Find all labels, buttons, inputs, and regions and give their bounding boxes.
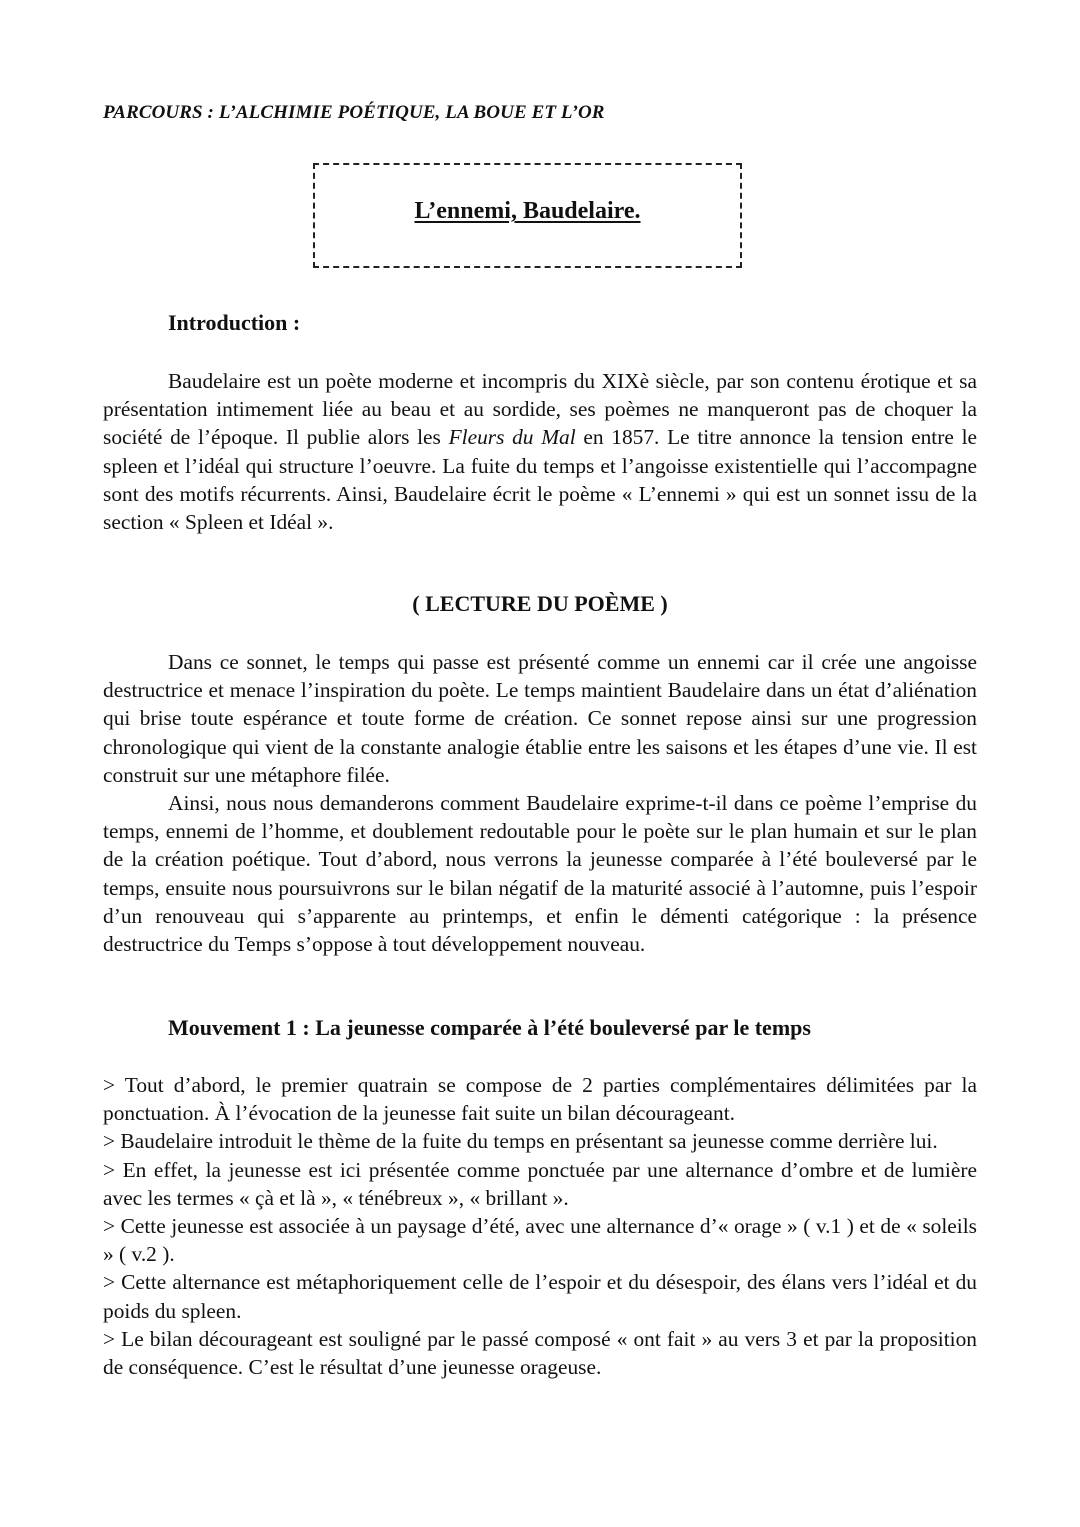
book-title-italic: Fleurs du Mal bbox=[448, 425, 576, 450]
bullet-point: > Cette jeunesse est associée à un paysage d’été, avec une alternance d’« orage » ( v.1 ) et de « soleils » ( v.2 ). bbox=[103, 1214, 977, 1267]
title-box bbox=[313, 163, 742, 268]
bullet-point: > Baudelaire introduit le thème de la fuite du temps en présentant sa jeunesse comme derrière lui. bbox=[103, 1129, 938, 1154]
bullet-point: > En effet, la jeunesse est ici présentée comme ponctuée par une alternance d’ombre et de lumière avec les termes « çà et là », « ténébreux », « brillant ». bbox=[103, 1157, 977, 1210]
lecture-heading: ( LECTURE DU POÈME ) bbox=[412, 591, 668, 616]
document-title: L’ennemi, Baudelaire. bbox=[414, 198, 641, 224]
introduction-text-before: Baudelaire est un poète moderne et incompris du XIXè siècle, par son contenu érotique et sa présentation intimement liée au beau et au sordide, ses poèmes ne manqueront pas de choquer la société de l’époque. Il publie alors les bbox=[103, 369, 977, 450]
movement-1-points bbox=[103, 1071, 977, 1381]
introduction-text-after: en 1857. Le titre annonce la tension entre le spleen et l’idéal qui structure l’oeuvre. La fuite du temps et l’angoisse existentielle qui l’accompagne sont des motifs récurrents. Ainsi, Baudelaire écrit le poème « L’ennemi » qui est un sonnet issu de la section « Spleen et Idéal ». bbox=[103, 425, 978, 535]
analysis-paragraph-2: Ainsi, nous nous demanderons comment Baudelaire exprime-t-il dans ce poème l’emprise du temps, ennemi de l’homme, et doublement redoutable pour le poète sur le plan humain et sur le plan de la création poétique. Tout d’abord, nous verrons la jeunesse comparée à l’été bouleversé par le temps, ensuite nous poursuivrons sur le bilan négatif de la maturité associé à l’automne, puis l’espoir d’un renouveau qui s’apparente au printemps, et enfin le démenti catégorique : la présence destructrice du Temps s’oppose à tout développement nouveau. bbox=[103, 791, 977, 957]
introduction-paragraph bbox=[103, 367, 977, 536]
introduction-section bbox=[103, 367, 977, 536]
analysis-paragraph-1: Dans ce sonnet, le temps qui passe est présenté comme un ennemi car il crée une angoisse destructrice et menace l’inspiration du poète. Le temps maintient Baudelaire dans un état d’aliénation qui brise toute espérance et toute forme de création. Ce sonnet repose ainsi sur une progression chronologique qui vient de la constante analogie établie entre les saisons et les étapes d’une vie. Il est construit sur une métaphore filée. bbox=[103, 650, 977, 787]
bullet-point: > Cette alternance est métaphoriquement celle de l’espoir et du désespoir, des élans vers l’idéal et du poids du spleen. bbox=[103, 1270, 977, 1323]
parcours-heading: PARCOURS : L’ALCHIMIE POÉTIQUE, LA BOUE ET L’OR bbox=[103, 102, 605, 123]
analysis-section bbox=[103, 648, 977, 958]
bullet-point: > Tout d’abord, le premier quatrain se compose de 2 parties complémentaires délimitées par la ponctuation. À l’évocation de la jeunesse fait suite un bilan décourageant. bbox=[103, 1073, 977, 1126]
bullet-point: > Le bilan décourageant est souligné par le passé composé « ont fait » au vers 3 et par la proposition de conséquence. C’est le résultat d’une jeunesse orageuse. bbox=[103, 1326, 977, 1380]
introduction-heading: Introduction : bbox=[168, 310, 301, 335]
movement-1-heading: Mouvement 1 : La jeunesse comparée à l’été bouleversé par le temps bbox=[168, 1015, 811, 1040]
